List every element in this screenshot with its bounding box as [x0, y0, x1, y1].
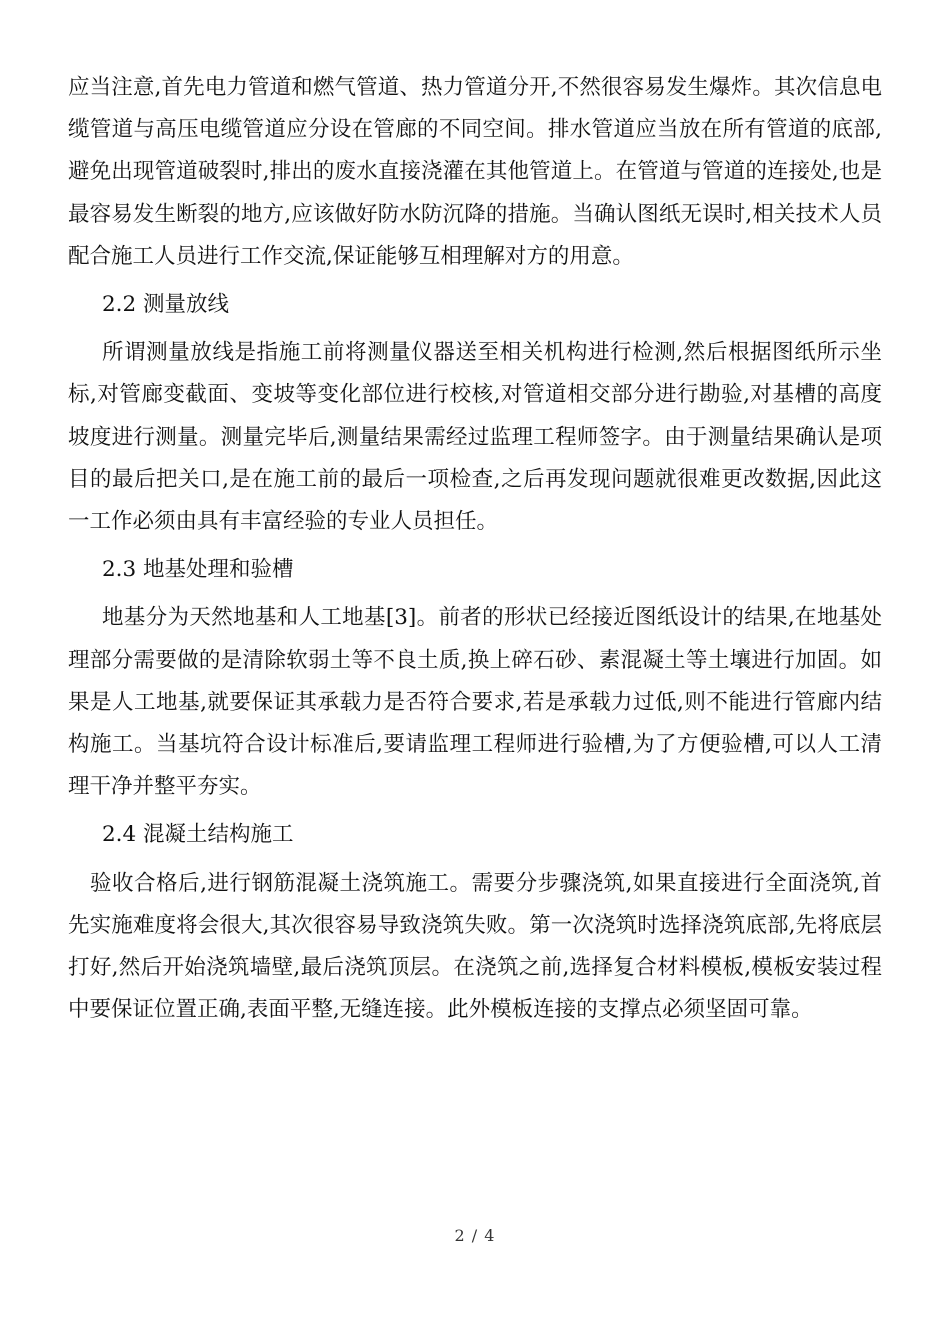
- document-body: [68, 67, 882, 1031]
- section-body-2-4: 验收合格后,进行钢筋混凝土浇筑施工。需要分步骤浇筑,如果直接进行全面浇筑,首先实施难度将会很大,其次很容易导致浇筑失败。第一次浇筑时选择浇筑底部,先将底层打好,然后开始浇筑墙壁,最后浇筑顶层。在浇筑之前,选择复合材料模板,模板安装过程中要保证位置正确,表面平整,无缝连接。此外模板连接的支撑点必须坚固可靠。: [68, 870, 882, 1023]
- section-heading-2-4: 2.4 混凝土结构施工: [102, 822, 294, 848]
- section-heading-2-3: 2.3 地基处理和验槽: [102, 557, 294, 583]
- page-number: 2 / 4: [454, 1226, 496, 1245]
- intro-paragraph: 应当注意,首先电力管道和燃气管道、热力管道分开,不然很容易发生爆炸。其次信息电缆管道与高压电缆管道应分设在管廊的不同空间。排水管道应当放在所有管道的底部,避免出现管道破裂时,排出的废水直接浇灌在其他管道上。在管道与管道的连接处,也是最容易发生断裂的地方,应该做好防水防沉降的措施。当确认图纸无误时,相关技术人员配合施工人员进行工作交流,保证能够互相理解对方的用意。: [68, 75, 882, 269]
- section-body-2-2: 所谓测量放线是指施工前将测量仪器送至相关机构进行检测,然后根据图纸所示坐标,对管廊变截面、变坡等变化部位进行校核,对管道相交部分进行勘验,对基槽的高度坡度进行测量。测量完毕后,测量结果需经过监理工程师签字。由于测量结果确认是项目的最后把关口,是在施工前的最后一项检查,之后再发现问题就很难更改数据,因此这一工作必须由具有丰富经验的专业人员担任。: [68, 340, 882, 535]
- section-heading-2-2: 2.2 测量放线: [102, 292, 230, 318]
- section-body-2-3: 地基分为天然地基和人工地基[3]。前者的形状已经接近图纸设计的结果,在地基处理部分需要做的是清除软弱土等不良土质,换上碎石砂、素混凝土等土壤进行加固。如果是人工地基,就要保证其承载力是否符合要求,若是承载力过低,则不能进行管廊内结构施工。当基坑符合设计标准后,要请监理工程师进行验槽,为了方便验槽,可以人工清理干净并整平夯实。: [68, 605, 882, 800]
